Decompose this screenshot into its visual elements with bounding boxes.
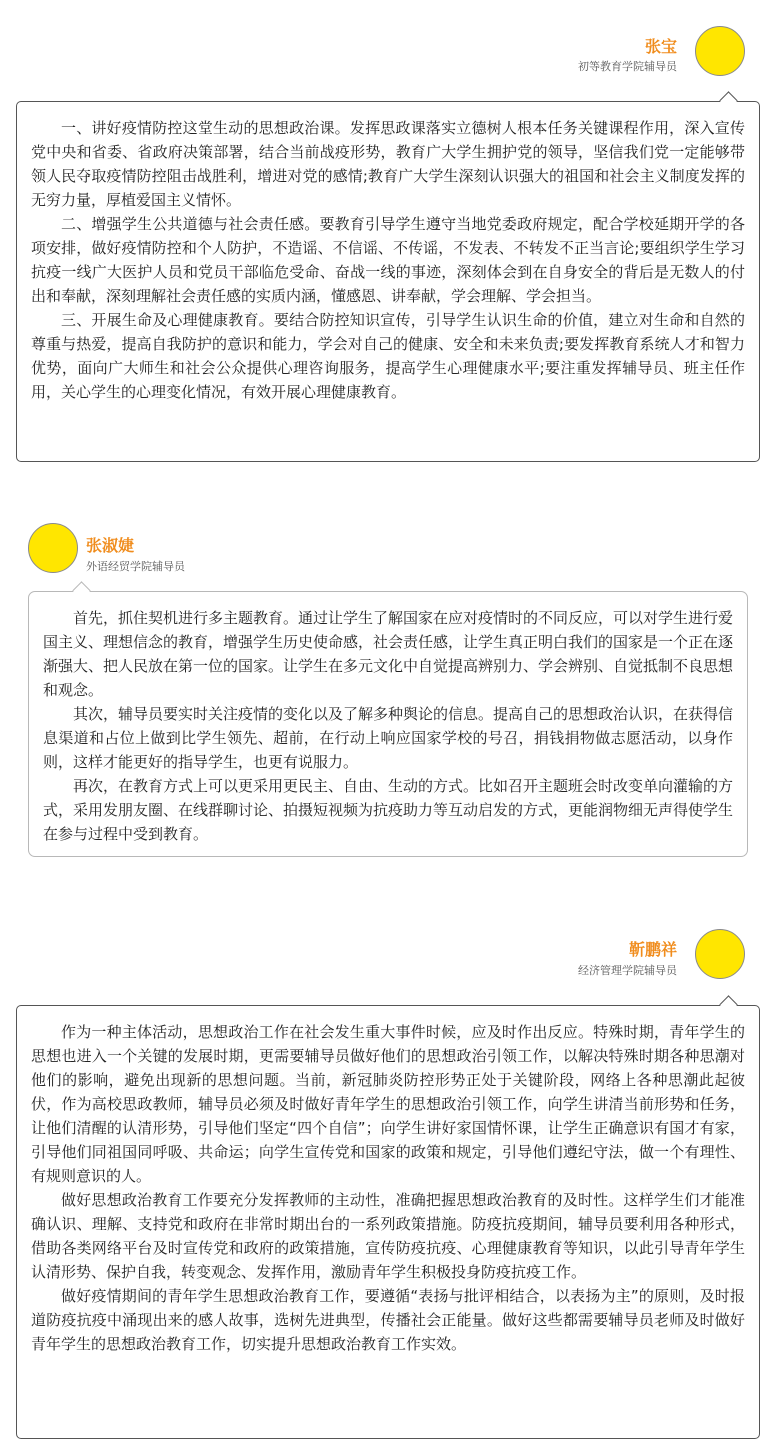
author-name: 靳鹏祥 bbox=[628, 940, 677, 959]
author-name: 张淑婕 bbox=[86, 536, 135, 555]
bubble-pointer bbox=[72, 581, 90, 599]
avatar bbox=[28, 523, 78, 573]
speech-bubble bbox=[16, 1005, 760, 1439]
paragraph: 二、增强学生公共道德与社会责任感。要教育引导学生遵守当地党委政府规定，配合学校延期开学的各项安排，做好疫情防控和个人防护，不造谣、不信谣、不传谣，不发表、不转发不正当言论;要组织学生学习抗疫一线广大医护人员和党员干部临危受命、奋战一线的事迹，深刻体会到在自身安全的背后是无数人的付出和奉献，深刻理解社会责任感的实质内涵，懂感恩、讲奉献，学会理解、学会担当。 bbox=[31, 215, 745, 305]
paragraph: 一、讲好疫情防控这堂生动的思想政治课。发挥思政课落实立德树人根本任务关键课程作用，深入宣传党中央和省委、省政府决策部署，结合当前战疫形势，教育广大学生拥护党的领导，坚信我们党一定能够带领人民夺取疫情防控阻击战胜利，增进对党的感情;教育广大学生深刻认识强大的祖国和社会主义制度发挥的无穷力量，厚植爱国主义情怀。 bbox=[31, 119, 745, 209]
paragraph: 首先，抓住契机进行多主题教育。通过让学生了解国家在应对疫情时的不同反应，可以对学生进行爱国主义、理想信念的教育，增强学生历史使命感，社会责任感，让学生真正明白我们的国家是一个正在逐渐强大、把人民放在第一位的国家。让学生在多元文化中自觉提高辨别力、学会辨别、自觉抵制不良思想和观念。 bbox=[43, 609, 734, 699]
paragraph: 作为一种主体活动，思想政治工作在社会发生重大事件时候，应及时作出反应。特殊时期，青年学生的思想也进入一个关键的发展时期，更需要辅导员做好他们的思想政治引领工作，以解决特殊时期各种思潮对他们的影响，避免出现新的思想问题。当前，新冠肺炎防控形势正处于关键阶段，网络上各种思潮此起彼伏，作为高校思政教师，辅导员必须及时做好青年学生的思想政治引领工作，向学生讲清当前形势和任务，让他们清醒的认清形势，引导他们坚定“四个自信”；向学生讲好家国情怀课，让学生正确意识有国才有家，引导他们同祖国同呼吸、共命运；向学生宣传党和国家的政策和规定，引导他们遵纪守法，做一个有理性、有规则意识的人。 bbox=[31, 1023, 745, 1185]
paragraph: 其次，辅导员要实时关注疫情的变化以及了解多种舆论的信息。提高自己的思想政治认识，在获得信息渠道和占位上做到比学生领先、超前，在行动上响应国家学校的号召，捐钱捐物做志愿活动，以身作则，这样才能更好的指导学生，也更有说服力。 bbox=[43, 705, 734, 771]
bubble-pointer bbox=[719, 91, 737, 109]
paragraph: 三、开展生命及心理健康教育。要结合防控知识宣传，引导学生认识生命的价值，建立对生命和自然的尊重与热爱，提高自我防护的意识和能力，学会对自己的健康、安全和未来负责;要发挥教育系统人才和智力优势，面向广大师生和社会公众提供心理咨询服务，提高学生心理健康水平;要注重发挥辅导员、班主任作用，关心学生的心理变化情况，有效开展心理健康教育。 bbox=[31, 311, 745, 401]
speech-bubble bbox=[28, 591, 748, 857]
author-role: 外语经贸学院辅导员 bbox=[86, 560, 185, 573]
author-role: 经济管理学院辅导员 bbox=[578, 964, 677, 977]
author-name: 张宝 bbox=[644, 37, 677, 56]
speech-bubble bbox=[16, 101, 760, 462]
paragraph: 做好思想政治教育工作要充分发挥教师的主动性，准确把握思想政治教育的及时性。这样学生们才能准确认识、理解、支持党和政府在非常时期出台的一系列政策措施。防疫抗疫期间，辅导员要利用各种形式，借助各类网络平台及时宣传党和政府的政策措施，宣传防疫抗疫、心理健康教育等知识，以此引导青年学生认清形势、保护自我，转变观念、发挥作用，激励青年学生积极投身防疫抗疫工作。 bbox=[31, 1191, 745, 1281]
paragraph: 再次，在教育方式上可以更采用更民主、自由、生动的方式。比如召开主题班会时改变单向灌输的方式，采用发朋友圈、在线群聊讨论、拍摄短视频为抗疫助力等互动启发的方式，更能润物细无声得使学生在参与过程中受到教育。 bbox=[43, 777, 734, 843]
avatar bbox=[695, 929, 745, 979]
bubble-pointer bbox=[719, 995, 737, 1013]
avatar bbox=[695, 26, 745, 76]
paragraph: 做好疫情期间的青年学生思想政治教育工作，要遵循“表扬与批评相结合，以表扬为主”的原则，及时报道防疫抗疫中涌现出来的感人故事，选树先进典型，传播社会正能量。做好这些都需要辅导员老师及时做好青年学生的思想政治教育工作，切实提升思想政治教育工作实效。 bbox=[31, 1287, 745, 1353]
author-role: 初等教育学院辅导员 bbox=[578, 60, 677, 73]
